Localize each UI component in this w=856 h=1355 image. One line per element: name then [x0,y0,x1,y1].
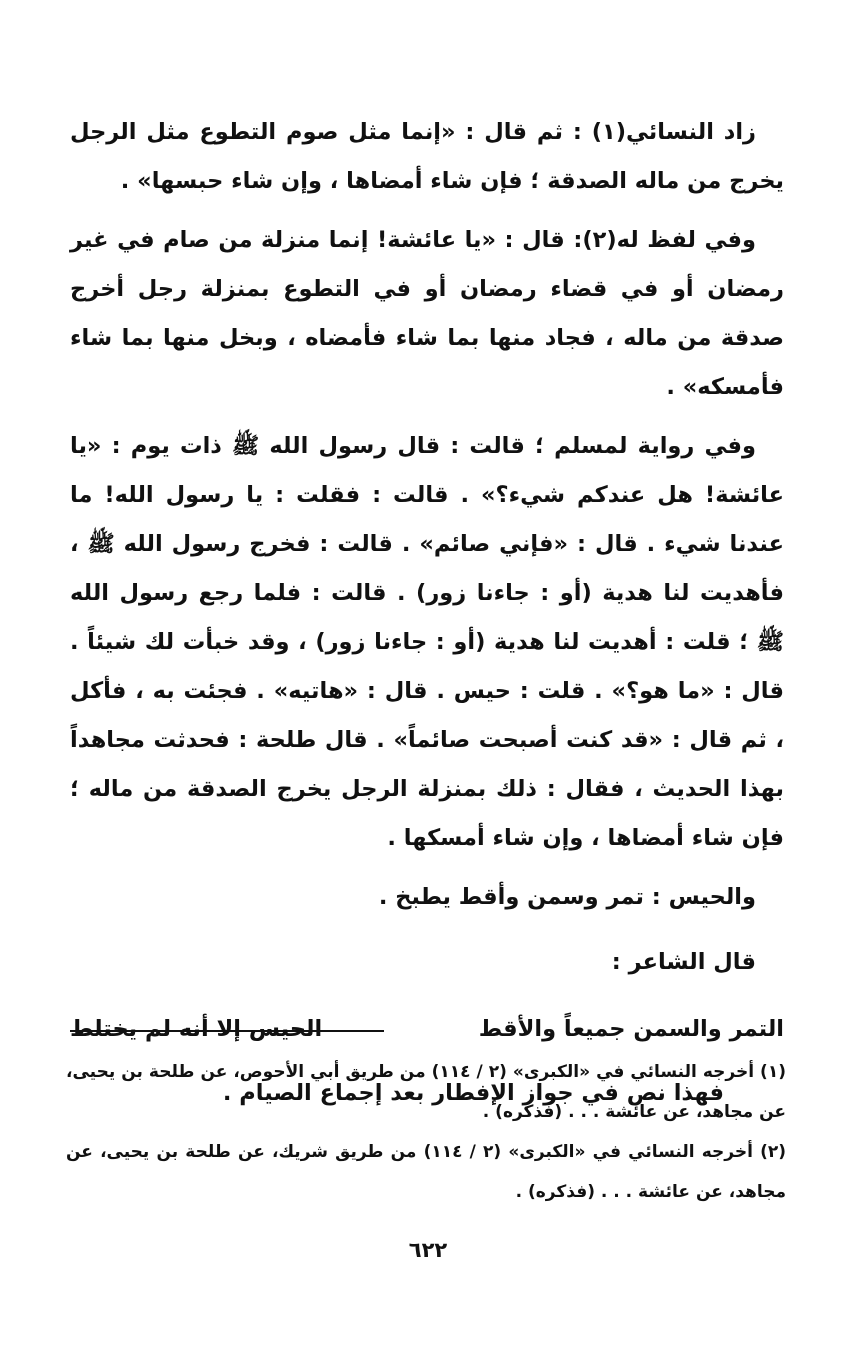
footnote-2: (٢) أخرجه النسائي في «الكبرى» (٢ / ١١٤) من طريق شريك، عن طلحة بن يحيى، عن مجاهد، عن عائشة . . . (فذكره) . [66,1142,787,1202]
paragraph-closing: فهذا نص في جواز الإفطار بعد إجماع الصيام . [222,1080,724,1106]
paragraph-muslim: وفي رواية لمسلم ؛ قالت : قال رسول الله ﷺ ذات يوم : «يا عائشة! هل عندكم شيء؟» . قالت : فقلت : يا رسول الله! ما عندنا شيء . قال : «فإني صائم» . قالت : فخرج رسول الله ﷺ ، فأهديت لنا هدية (أو : جاءنا زور) . قالت : فلما رجع رسول الله ﷺ ؛ قلت : أهديت لنا هدية (أو : جاءنا زور) ، وقد خبأت لك شيئاً . قال : «ما هو؟» . قلت : حيس . قال : «هاتيه» . فجئت به ، فأكل ، ثم قال : «قد كنت أصبحت صائماً» . قال طلحة : فحدثت مجاهداً بهذا الحديث ، فقال : ذلك بمنزلة الرجل يخرج الصدقة من ماله ؛ فإن شاء أمضاها ، وإن شاء أمسكها . [70,433,784,851]
paragraph-nasai: زاد النسائي(١) : ثم قال : «إنما مثل صوم التطوع مثل الرجل يخرج من ماله الصدقة ؛ فإن شاء أمضاها ، وإن شاء حبسها» . [70,119,784,194]
footnotes [66,1052,786,1212]
footnote-divider [70,1030,384,1032]
paragraph-poet-intro: قال الشاعر : [611,949,756,975]
footnote-1: (١) أخرجه النسائي في «الكبرى» (٢ / ١١٤) من طريق أبي الأحوص، عن طلحة بن يحيى، عن مجاهد، عن عائشة . . . (فذكره) . [66,1062,786,1122]
paragraph-lafz: وفي لفظ له(٢): قال : «يا عائشة! إنما منزلة من صام في غير رمضان أو في قضاء رمضان أو في التطوع بمنزلة رجل أخرج صدقة من ماله ، فجاد منها بما شاء فأمضاه ، وبخل منها بما شاء فأمسكه» . [70,227,784,400]
main-text [70,108,784,1128]
poem-right-hemistich: التمر والسمن جميعاً والأقط [478,1016,784,1042]
poem-left-hemistich: الحيس إلا أنه لم يختلط [70,1016,323,1042]
poem-verse [70,1003,784,1055]
paragraph-hays-definition: والحيس : تمر وسمن وأقط يطبخ . [378,884,756,910]
page-number: ٦٢٢ [408,1238,448,1262]
